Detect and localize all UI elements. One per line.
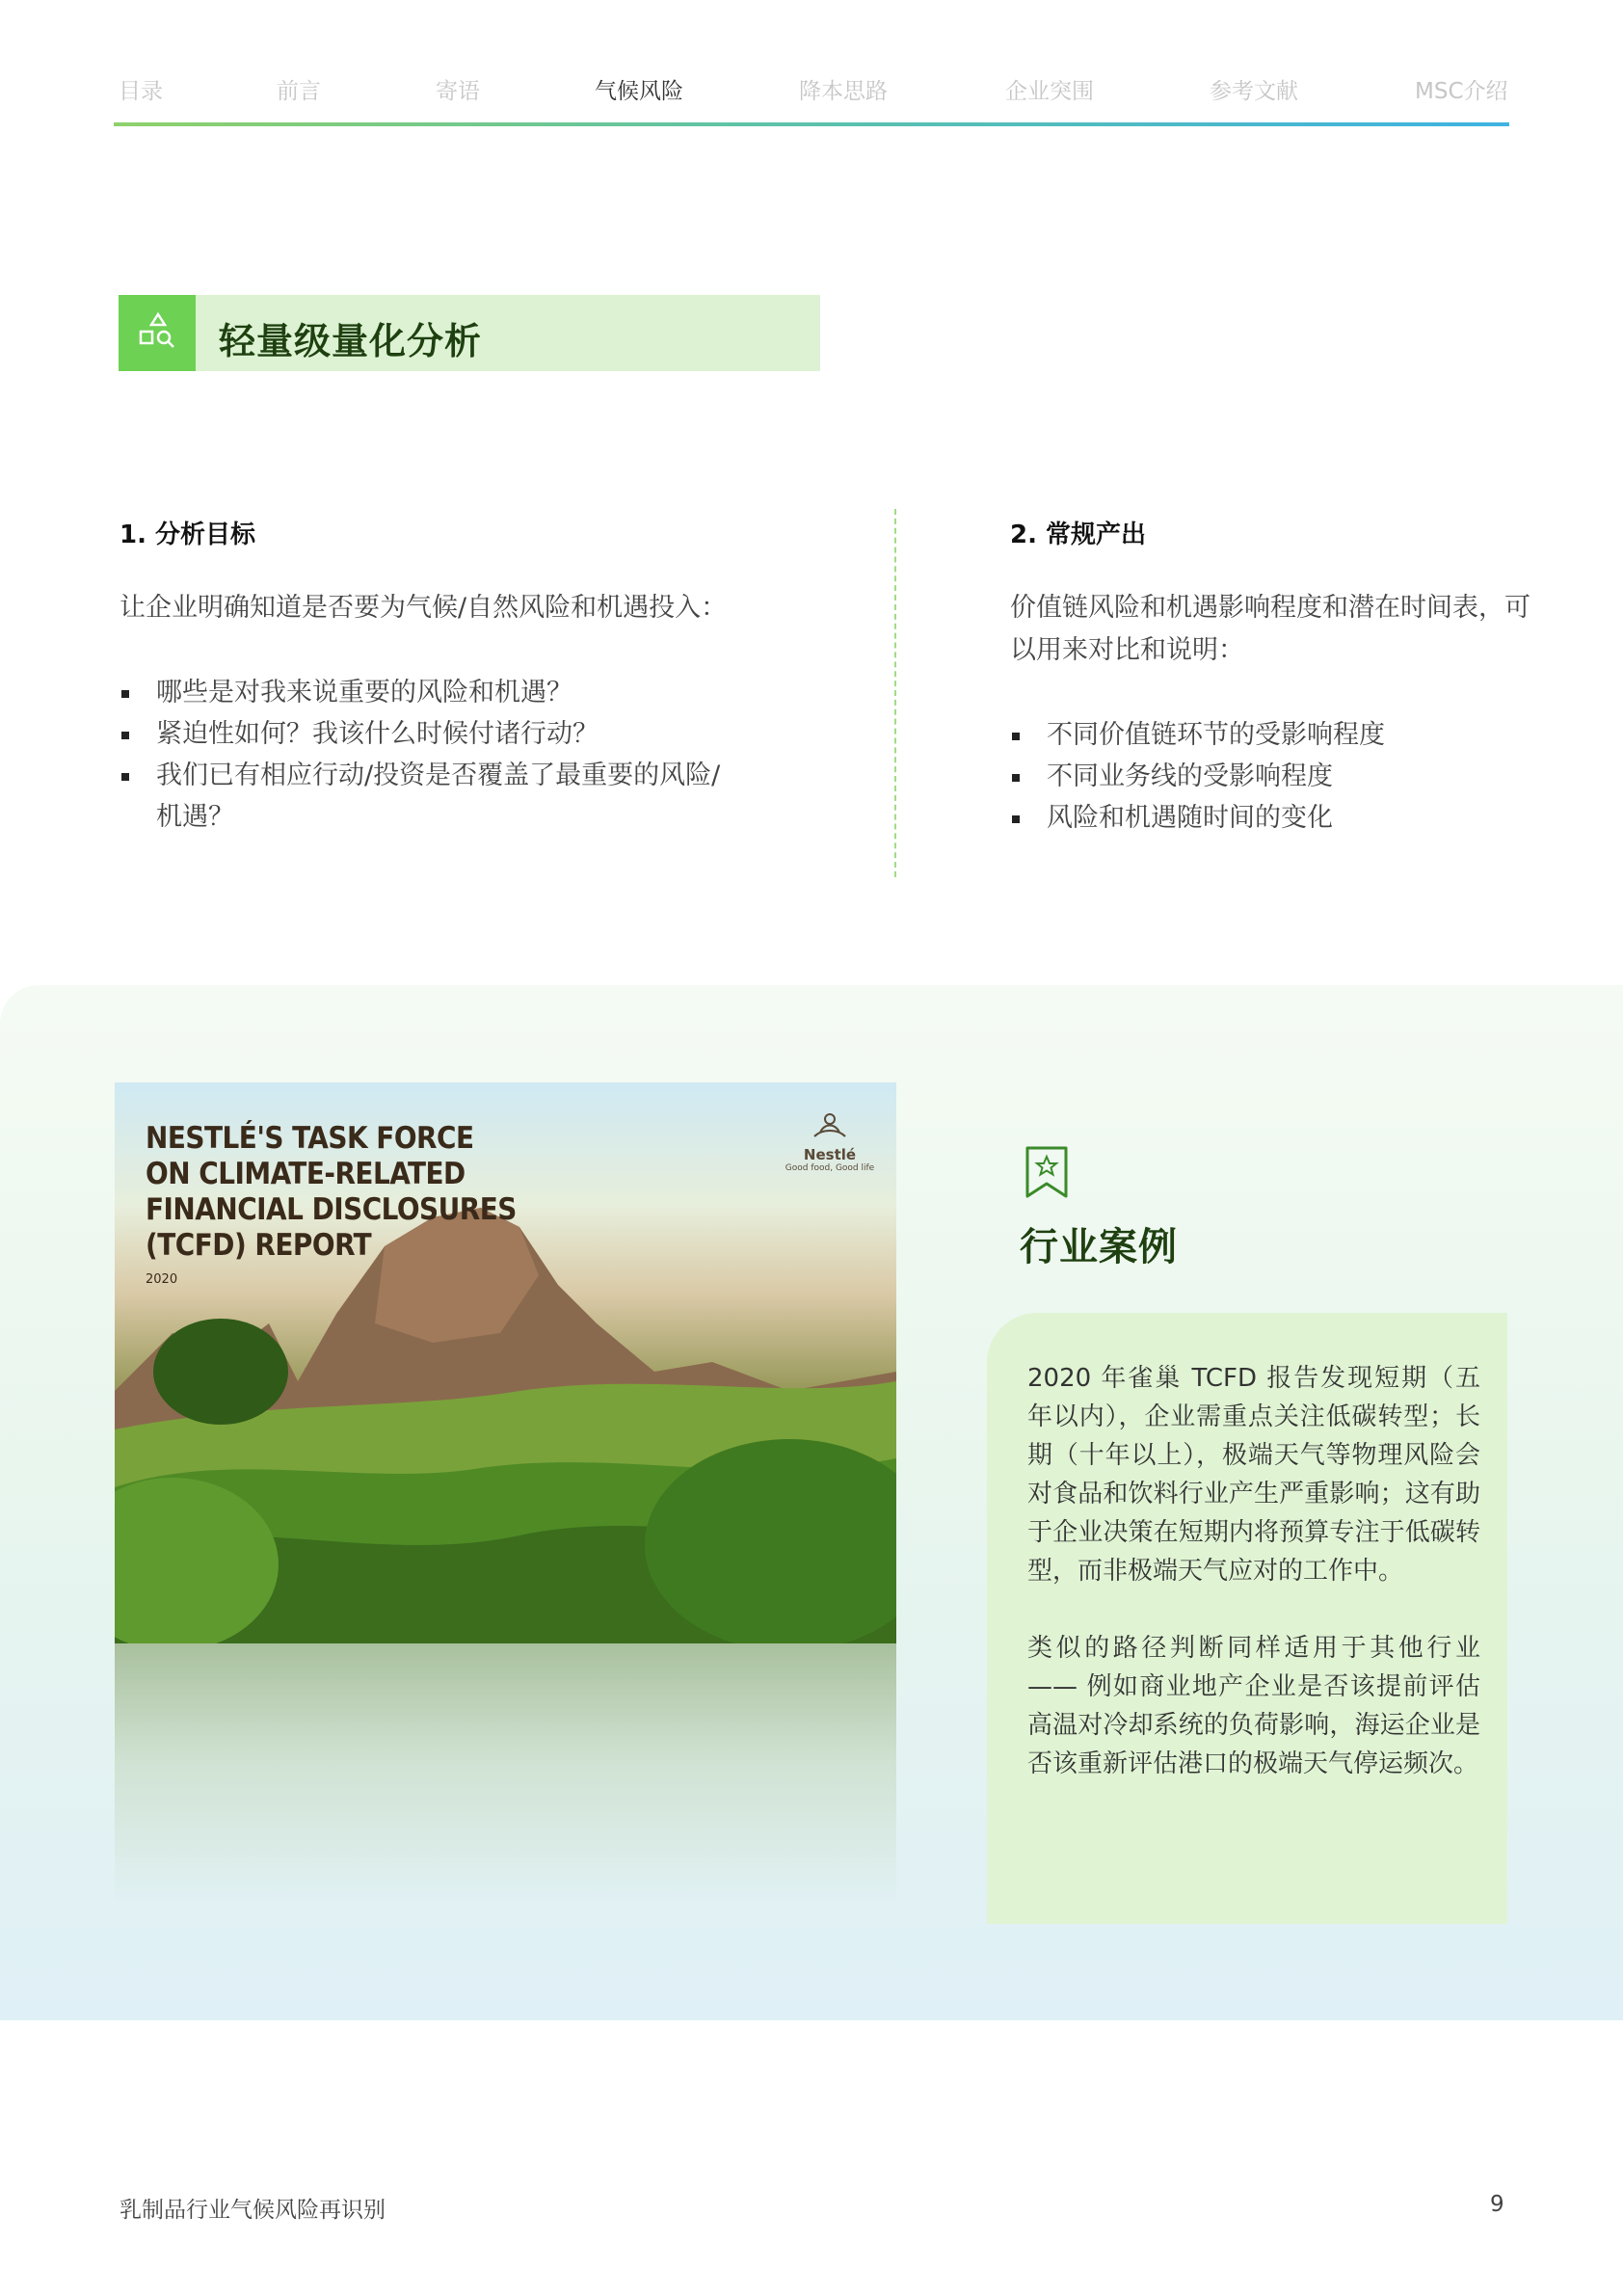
cover-reflection — [115, 1643, 896, 1904]
analysis-goal-list — [120, 672, 765, 838]
list-item: 紧迫性如何？我该什么时候付诸行动？ — [120, 713, 765, 755]
report-title-line: FINANCIAL DISCLOSURES — [146, 1192, 517, 1227]
nav-item-message[interactable]: 寄语 — [436, 79, 480, 104]
section-header — [119, 295, 820, 371]
analysis-goal-column — [120, 515, 765, 838]
report-year: 2020 — [146, 1272, 178, 1287]
nav-item-references[interactable]: 参考文献 — [1210, 79, 1298, 104]
list-item: 我们已有相应行动/投资是否覆盖了最重要的风险/机遇？ — [120, 755, 765, 838]
page-number: 9 — [1490, 2192, 1504, 2217]
case-title: 行业案例 — [1020, 1225, 1178, 1269]
top-nav — [116, 73, 1509, 112]
report-title-line: NESTLÉ'S TASK FORCE — [146, 1121, 474, 1156]
footer-title: 乳制品行业气候风险再识别 — [120, 2198, 386, 2223]
report-title-line: (TCFD) REPORT — [146, 1228, 372, 1263]
regular-output-list — [1010, 714, 1530, 839]
case-paragraph: 类似的路径判断同样适用于其他行业 —— 例如商业地产企业是否该提前评估高温对冷却系统的负荷影响，海运企业是否该重新评估港口的极端天气停运频次。 — [1027, 1634, 1480, 1778]
shapes-search-icon — [138, 312, 178, 353]
list-item: 哪些是对我来说重要的风险和机遇？ — [120, 672, 765, 713]
brand-name: Nestlé — [803, 1146, 857, 1163]
case-text-box — [987, 1313, 1507, 1924]
column-divider — [894, 509, 896, 877]
regular-output-intro: 价值链风险和机遇影响程度和潜在时间表，可以用来对比和说明： — [1010, 593, 1530, 665]
regular-output-heading: 2. 常规产出 — [1010, 521, 1147, 549]
report-title-line: ON CLIMATE-RELATED — [146, 1157, 466, 1191]
nest-birds-icon — [811, 1109, 849, 1142]
nestle-logo — [782, 1109, 878, 1173]
nav-underline — [114, 122, 1509, 126]
list-item: 不同价值链环节的受影响程度 — [1010, 714, 1530, 756]
tcfd-report-cover — [115, 1082, 896, 1643]
list-item: 不同业务线的受影响程度 — [1010, 756, 1530, 797]
nav-item-climate-risk[interactable]: 气候风险 — [595, 79, 683, 104]
brand-tagline: Good food, Good life — [785, 1163, 875, 1173]
regular-output-column — [1010, 515, 1530, 839]
nav-item-preface[interactable]: 前言 — [277, 79, 321, 104]
report-title — [146, 1121, 550, 1264]
analysis-goal-heading: 1. 分析目标 — [120, 521, 256, 549]
list-item: 风险和机遇随时间的变化 — [1010, 797, 1530, 839]
case-text — [1027, 1359, 1480, 1822]
bookmark-star-icon — [1024, 1145, 1069, 1199]
section-icon-box — [119, 295, 196, 371]
case-paragraph: 2020 年雀巢 TCFD 报告发现短期（五年以内），企业需重点关注低碳转型；长期（十年以上），极端天气等物理风险会对食品和饮料行业产生严重影响；这有助于企业决策在短期内将预算专注于低碳转型，而非极端天气应对的工作中。 — [1027, 1364, 1480, 1586]
nav-item-contents[interactable]: 目录 — [119, 79, 163, 104]
nav-item-breakthrough[interactable]: 企业突围 — [1005, 79, 1094, 104]
nav-item-cost-reduction[interactable]: 降本思路 — [799, 79, 888, 104]
section-title: 轻量级量化分析 — [219, 320, 483, 362]
analysis-goal-intro: 让企业明确知道是否要为气候/自然风险和机遇投入： — [120, 593, 728, 623]
nav-item-msc-intro[interactable]: MSC介绍 — [1415, 79, 1508, 104]
